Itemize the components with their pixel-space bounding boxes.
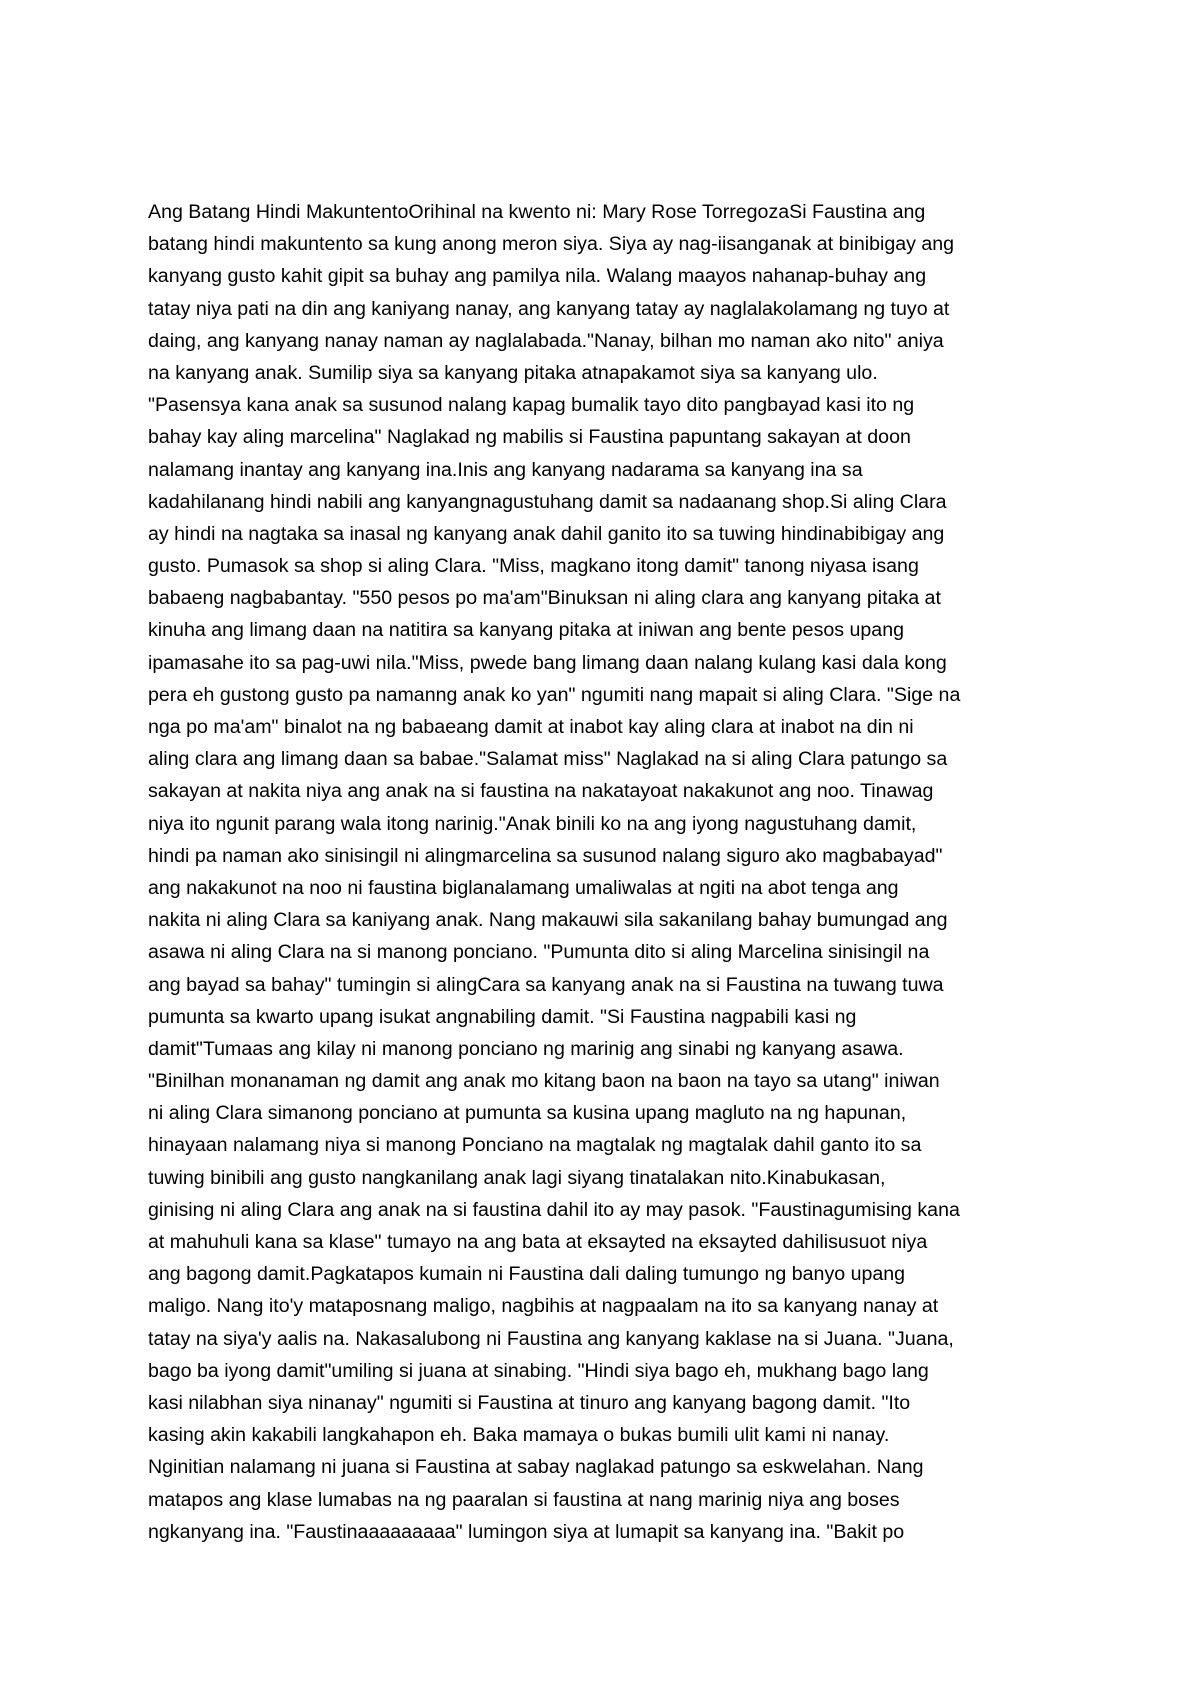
text-line: ginising ni aling Clara ang anak na si faustina dahil ito ay may pasok. "Faustinagumising kana [148, 1198, 960, 1221]
text-line: nga po ma'am" binalot na ng babaeang damit at inabot kay aling clara at inabot na din ni [148, 716, 914, 738]
text-line: pumunta sa kwarto upang isukat angnabiling damit. "Si Faustina nagpabili kasi ng [148, 1005, 857, 1028]
text-line: ipamasahe ito sa pag-uwi nila."Miss, pwede bang limang daan nalang kulang kasi dala kong [148, 651, 947, 674]
text-line: asawa ni aling Clara na si manong ponciano. "Pumunta dito si aling Marcelina sinisingil na [148, 941, 930, 964]
text-line: tatay niya pati na din ang kaniyang nanay, ang kanyang tatay ay naglalakolamang ng tuyo at [148, 297, 950, 320]
text-line: batang hindi makuntento sa kung anong meron siya. Siya ay nag-iisanganak at binibigay ang [148, 233, 955, 256]
text-line: babaeng nagbabantay. "550 pesos po ma'am"Binuksan ni aling clara ang kanyang pitaka at [148, 587, 941, 610]
text-line: matapos ang klase lumabas na ng paaralan si faustina at nang marinig niya ang boses [148, 1488, 900, 1511]
text-line: bahay kay aling marcelina" Naglakad ng mabilis si Faustina papuntang sakayan at doon [148, 426, 911, 449]
text-line: kasing akin kakabili langkahapon eh. Baka mamaya o bukas bumili ulit kami ni nanay. [148, 1424, 890, 1447]
text-line: at mahuhuli kana sa klase" tumayo na ang bata at eksayted na eksayted dahilisusuot niya [148, 1231, 928, 1253]
text-line: Ang Batang Hindi MakuntentoOrihinal na kwento ni: Mary Rose TorregozaSi Faustina ang [148, 201, 926, 223]
text-line: kasi nilabhan siya ninanay" ngumiti si Faustina at tinuro ang kanyang bagong damit. "Ito [148, 1391, 911, 1414]
story-text [148, 196, 1068, 1548]
text-line: hinayaan nalamang niya si manong Ponciano na magtalak ng magtalak dahil ganto ito sa [148, 1134, 922, 1157]
text-line: kadahilanang hindi nabili ang kanyangnagustuhang damit sa nadaanang shop.Si aling Clara [148, 490, 947, 513]
text-line: sakayan at nakita niya ang anak na si faustina na nakatayoat nakakunot ang noo. Tinawag [148, 780, 934, 803]
text-line: ang nakakunot na noo ni faustina biglanalamang umaliwalas at ngiti na abot tenga ang [148, 876, 899, 899]
text-line: kanyang gusto kahit gipit sa buhay ang pamilya nila. Walang maayos nahanap-buhay ang [148, 265, 927, 288]
text-line: ang bagong damit.Pagkatapos kumain ni Faustina dali daling tumungo ng banyo upang [148, 1263, 906, 1286]
text-line: Nginitian nalamang ni juana si Faustina at sabay naglakad patungo sa eskwelahan. Nang [148, 1456, 924, 1479]
text-line: tuwing binibili ang gusto nangkanilang anak lagi siyang tinatalakan nito.Kinabukasan, [148, 1166, 886, 1189]
text-line: hindi pa naman ako sinisingil ni alingmarcelina sa susunod nalang siguro ako magbabayad" [148, 844, 943, 867]
text-line: ni aling Clara simanong ponciano at pumunta sa kusina upang magluto na ng hapunan, [148, 1102, 907, 1125]
text-line: daing, ang kanyang nanay naman ay naglalabada."Nanay, bilhan mo naman ako nito" aniya [148, 329, 944, 352]
text-line: maligo. Nang ito'y mataposnang maligo, nagbihis at nagpaalam na ito sa kanyang nanay at [148, 1295, 939, 1318]
text-line: niya ito ngunit parang wala itong narinig."Anak binili ko na ang iyong nagustuhang damit, [148, 812, 917, 835]
text-line: gusto. Pumasok sa shop si aling Clara. "Miss, magkano itong damit" tanong niyasa isang [148, 555, 919, 578]
text-line: "Binilhan monanaman ng damit ang anak mo kitang baon na baon na tayo sa utang" iniwan [148, 1070, 940, 1093]
text-line: pera eh gustong gusto pa namanng anak ko yan" ngumiti nang mapait si aling Clara. "Sige na [148, 683, 961, 706]
text-line: tatay na siya'y aalis na. Nakasalubong ni Faustina ang kanyang kaklase na si Juana. "Juana, [148, 1327, 954, 1350]
text-line: ngkanyang ina. "Faustinaaaaaaaaa" lumingon siya at lumapit sa kanyang ina. "Bakit po [148, 1520, 905, 1543]
text-line: aling clara ang limang daan sa babae."Salamat miss" Naglakad na si aling Clara patungo sa [148, 748, 948, 771]
text-line: nalamang inantay ang kanyang ina.Inis ang kanyang nadarama sa kanyang ina sa [148, 458, 863, 481]
text-line: ay hindi na nagtaka sa inasal ng kanyang anak dahil ganito ito sa tuwing hindinabibigay ang [148, 522, 945, 545]
text-line: "Pasensya kana anak sa susunod nalang kapag bumalik tayo dito pangbayad kasi ito ng [148, 394, 915, 417]
text-line: kinuha ang limang daan na natitira sa kanyang pitaka at iniwan ang bente pesos upang [148, 619, 904, 642]
text-line: bago ba iyong damit"umiling si juana at sinabing. "Hindi siya bago eh, mukhang bago lang [148, 1359, 929, 1382]
text-line: damit"Tumaas ang kilay ni manong ponciano ng marinig ang sinabi ng kanyang asawa. [148, 1037, 904, 1060]
text-line: na kanyang anak. Sumilip siya sa kanyang pitaka atnapakamot siya sa kanyang ulo. [148, 361, 878, 384]
text-line: nakita ni aling Clara sa kaniyang anak. Nang makauwi sila sakanilang bahay bumungad ang [148, 909, 948, 932]
text-line: ang bayad sa bahay" tumingin si alingCara sa kanyang anak na si Faustina na tuwang tuwa [148, 973, 944, 996]
